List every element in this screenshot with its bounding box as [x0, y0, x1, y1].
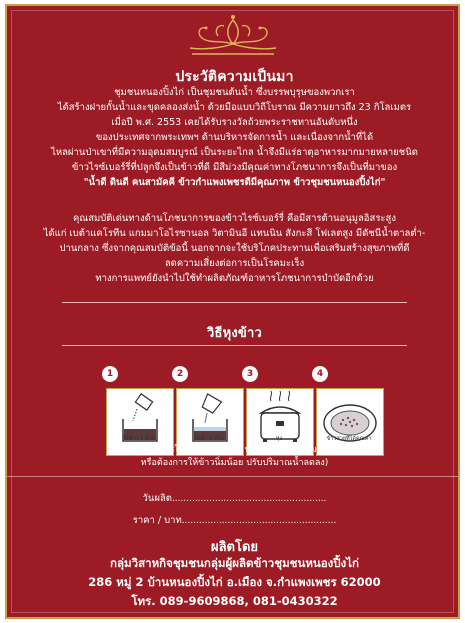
production-date-label: วันผลิต	[142, 493, 172, 504]
producer-name: กลุ่มวิสาหกิจชุมชนกลุ่มผู้ผลิตข้าวชุมชนหนองปิ้งไก่	[110, 556, 359, 570]
step-number: 2	[172, 366, 188, 382]
price-label: ราคา / บาท	[132, 515, 182, 526]
benefit-line: ได้แก่ เบต้าแคโรทีน แกมมาโอไรซานอล วิตามินอี แทนนิน สังกะสี โฟเลตสูง มีดัชนีน้ำตาลต่ำ-	[43, 228, 426, 239]
history-line: ได้สร้างฝายกั้นน้ำและขุดคลองส่งน้ำ ด้วยมือแบบวิถีโบราณ มีความยาวถึง 23 กิโลเมตร	[57, 102, 412, 113]
production-date-blank: ......................................................	[171, 494, 327, 504]
benefit-line: ลดความเสี่ยงต่อการเป็นโรคมะเร็ง	[164, 258, 305, 269]
divider	[62, 345, 407, 346]
history-line: เมื่อปี พ.ศ. 2553 เคยได้รับรางวัลถ้วยพระราชทานอันดับหนึ่ง	[111, 117, 358, 128]
price-blank: ......................................................	[181, 516, 337, 526]
producer-address: 286 หมู่ 2 บ้านหนองปิ้งไก่ อ.เมือง จ.กำแพงเพชร 62000	[88, 575, 381, 589]
benefit-line: คุณสมบัติเด่นทางด้านโภชนาการของข้าวไรซ์เบอร์รี่ คือมีสารต้านอนุมูลอิสระสูง	[73, 213, 396, 224]
cooking-title: วิธีหุงข้าว	[206, 326, 263, 341]
production-date-field	[7, 492, 460, 506]
history-line: ของประเทศจากพระเทพฯ ด้านบริหารจัดการน้ำ และเนื่องจากน้ำที่ได้	[95, 132, 374, 143]
step-number: 4	[312, 366, 328, 382]
history-line: ชุมชนหนองปิ้งไก่ เป็นชุมชนต้นน้ำ ซึ่งบรรพบุรุษของพวกเรา	[114, 87, 355, 98]
producer-phone: โทร. 089-9609868, 081-0430322	[131, 594, 338, 608]
step-caption: ข้าวสวยที่ได้คุณค่า	[326, 436, 372, 442]
history-line: ไหลผ่านป่าเขาที่มีความอุดมสมบูรณ์ เป็นระยะไกล น้ำจึงมีแร่ธาตุอาหารมากมายหลายชนิด	[51, 147, 418, 158]
cooking-note: (หากต้องการให้ข้าวนุ่มมากขึ้น ปรับปริมาณน้ำเพิ่มมากขึ้น	[123, 445, 346, 455]
benefit-line: ปานกลาง ซึ่งจากคุณสมบัติข้อนี้ นอกจากจะใช้บริโภคประทานเพื่อเสริมสร้างสุขภาพที่ดี	[59, 243, 410, 254]
step-number: 3	[242, 366, 258, 382]
producer-heading: ผลิตโดย	[210, 540, 259, 555]
leaflet-panel	[5, 4, 460, 619]
benefit-line: ทางการแพทย์ยังนำไปใช้ทำผลิตภัณฑ์อาหารโภชนาการบำบัดอีกด้วย	[95, 273, 374, 284]
cooking-note: หรือต้องการให้ข้าวนิ่มน้อย ปรับปริมาณน้ำลดลง)	[140, 458, 329, 468]
price-field	[7, 514, 460, 528]
step-caption: ใส่ข้าว 1 ส่วน	[122, 436, 156, 442]
step-caption: ใส่น้ำ 5 ส่วน	[193, 436, 225, 442]
gold-ornament-icon	[182, 14, 284, 60]
history-line: ข้าวไรซ์เบอร์รี่ที่ปลูกจึงเป็นข้าวที่ดี มีสีม่วงมีคุณค่าทางโภชนาการจึงเป็นที่มาของ	[71, 162, 398, 173]
page-title: ประวัติความเป็นมา	[175, 69, 294, 85]
step-number: 1	[102, 366, 118, 382]
step-caption: หุง	[275, 436, 283, 442]
divider	[62, 302, 407, 303]
slogan: "น้ำดี ดินดี คนสามัคคี ข้าวกำแพงเพชรดีมีคุณภาพ ข้าวชุมชนหนองปิ้งไก่"	[83, 177, 386, 188]
divider	[7, 476, 460, 477]
